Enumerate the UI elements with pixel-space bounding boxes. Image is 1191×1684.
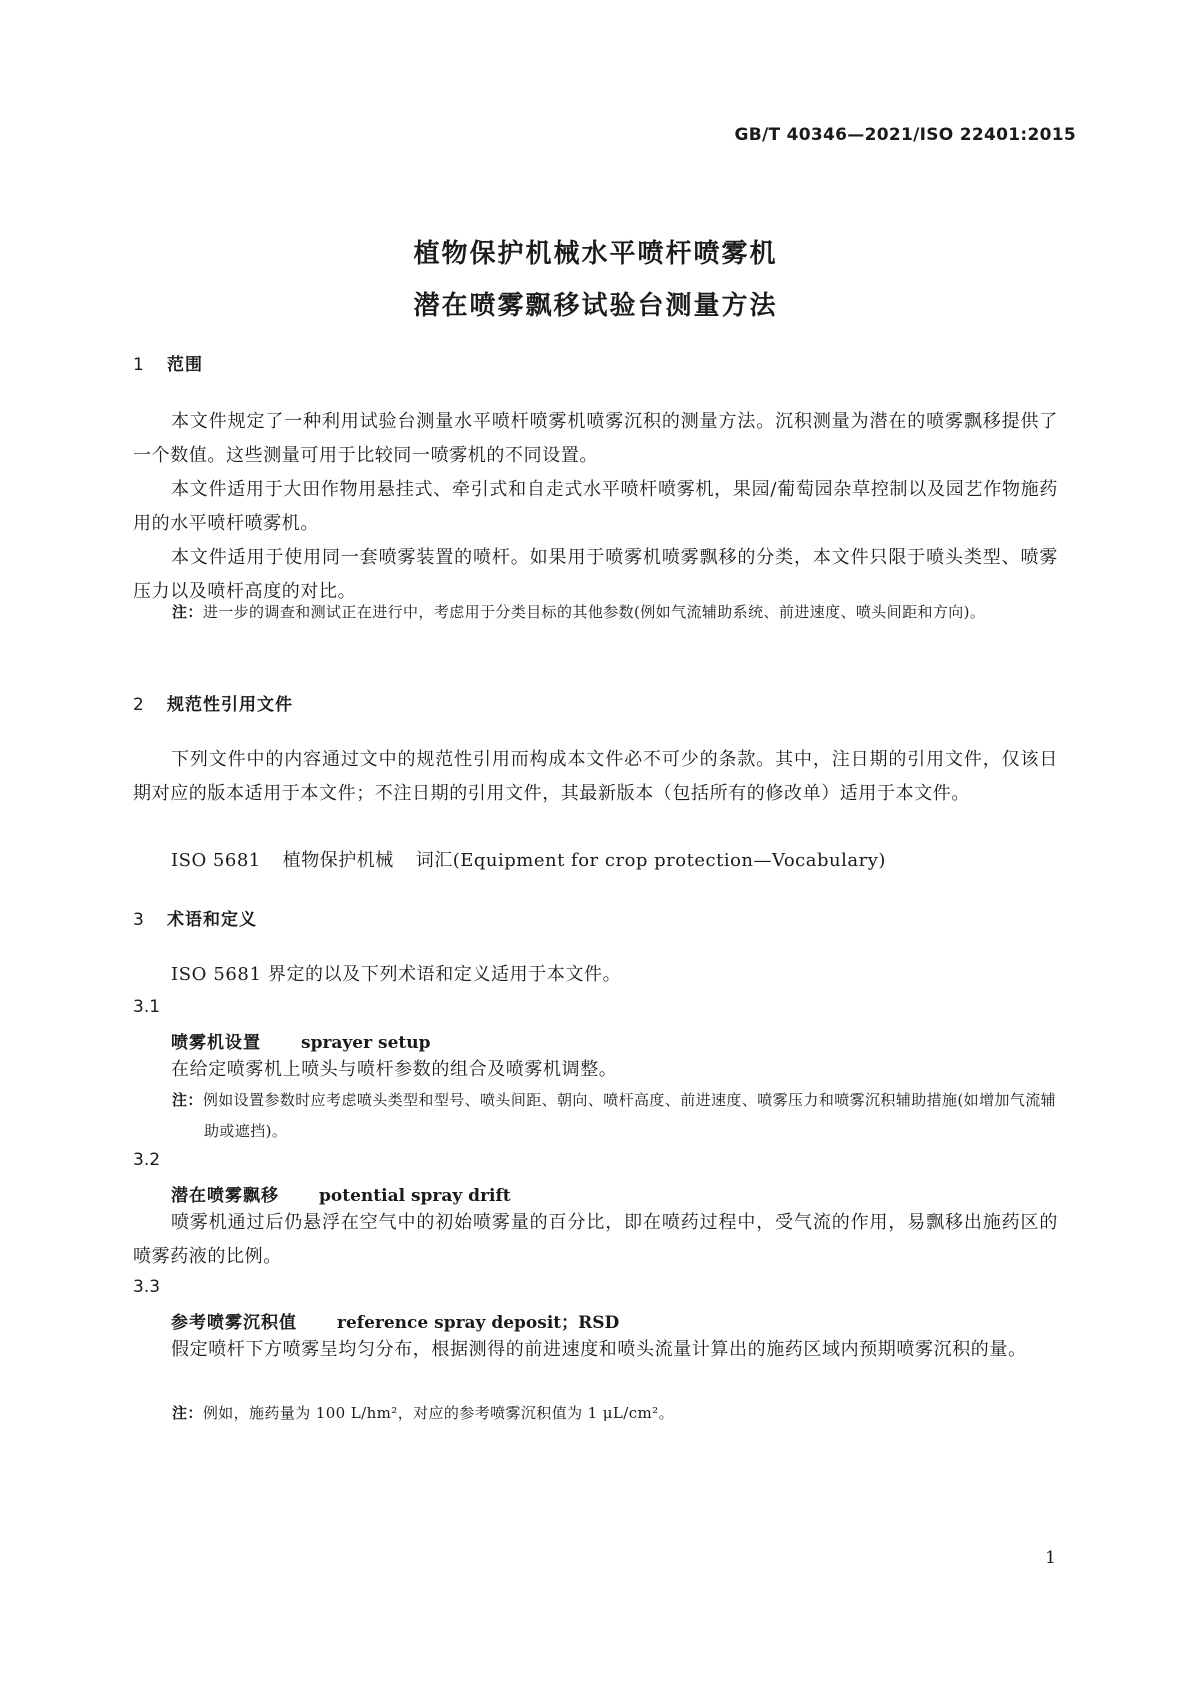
term-zh: 潜在喷雾飘移 (171, 1186, 279, 1206)
standard-code: GB/T 40346—2021/ISO 22401:2015 (734, 125, 1076, 145)
term-definition: 在给定喷雾机上喷头与喷杆参数的组合及喷雾机调整。 (171, 1059, 618, 1080)
clause-number: 3.1 (133, 997, 161, 1017)
title-main: 植物保护机械 (413, 239, 582, 269)
reference-code: ISO 5681 (171, 850, 261, 871)
normative-references-paragraph: 下列文件中的内容通过文中的规范性引用而构成本文件必不可少的条款。其中，注日期的引用文件，仅该日期对应的版本适用于本文件；不注日期的引用文件，其最新版本（包括所有的修改单）适用于本文件。 (133, 749, 1058, 804)
terms-intro: ISO 5681 界定的以及下列术语和定义适用于本文件。 (171, 964, 622, 985)
term-entry (171, 1028, 430, 1053)
section-1-heading (133, 350, 203, 375)
term-entry (171, 1181, 511, 1206)
note-label: 注： (172, 1404, 203, 1422)
note-label: 注： (172, 1091, 203, 1109)
note-text: 进一步的调查和测试正在进行中，考虑用于分类目标的其他参数(例如气流辅助系统、前进速度、喷头间距和方向)。 (202, 603, 986, 621)
section-title: 范围 (167, 355, 203, 375)
section-number: 2 (133, 695, 145, 715)
term-en: sprayer setup (301, 1033, 431, 1053)
clause-number: 3.2 (133, 1150, 161, 1170)
section-title: 规范性引用文件 (167, 695, 293, 715)
title-line-1 (0, 228, 1191, 280)
document-title (0, 228, 1191, 332)
term-note (172, 1398, 1058, 1429)
note-label: 注： (172, 603, 203, 621)
scope-paragraph-1: 本文件规定了一种利用试验台测量水平喷杆喷雾机喷雾沉积的测量方法。沉积测量为潜在的喷雾飘移提供了一个数值。这些测量可用于比较同一喷雾机的不同设置。 (133, 411, 1058, 466)
term-zh: 参考喷雾沉积值 (171, 1313, 297, 1333)
scope-paragraph-2: 本文件适用于大田作物用悬挂式、牵引式和自走式水平喷杆喷雾机，果园/葡萄园杂草控制以及园艺作物施药用的水平喷杆喷雾机。 (133, 479, 1058, 534)
term-en: reference spray deposit；RSD (337, 1313, 620, 1333)
section-number: 1 (133, 355, 145, 375)
term-definition: 假定喷杆下方喷雾呈均匀分布，根据测得的前进速度和喷头流量计算出的施药区域内预期喷雾沉积的量。 (171, 1339, 1027, 1360)
note-text: 例如，施药量为 100 L/hm²，对应的参考喷雾沉积值为 1 μL/cm²。 (202, 1404, 674, 1422)
term-entry (171, 1308, 619, 1333)
page-number: 1 (1045, 1548, 1056, 1568)
note-text: 例如设置参数时应考虑喷头类型和型号、喷头间距、朝向、喷杆高度、前进速度、喷雾压力和喷雾沉积辅助措施(如增加气流辅助或遮挡)。 (202, 1091, 1057, 1140)
title-line-2: 潜在喷雾飘移试验台测量方法 (413, 291, 778, 321)
scope-paragraph-3: 本文件适用于使用同一套喷雾装置的喷杆。如果用于喷雾机喷雾飘移的分类，本文件只限于喷头类型、喷雾压力以及喷杆高度的对比。 (133, 547, 1058, 602)
section-2-heading (133, 690, 293, 715)
term-note (172, 1085, 1058, 1147)
scope-note (172, 597, 1058, 628)
section-3-heading (133, 905, 257, 930)
reference-title-rest: 词汇(Equipment for crop protection—Vocabulary) (415, 850, 886, 871)
section-number: 3 (133, 910, 145, 930)
title-sub: 水平喷杆喷雾机 (581, 239, 778, 269)
reference-iso-5681 (171, 846, 886, 872)
term-definition: 喷雾机通过后仍悬浮在空气中的初始喷雾量的百分比，即在喷药过程中，受气流的作用，易飘移出施药区的喷雾药液的比例。 (133, 1212, 1058, 1267)
term-zh: 喷雾机设置 (171, 1033, 261, 1053)
term-en: potential spray drift (319, 1186, 511, 1206)
clause-number: 3.3 (133, 1277, 161, 1297)
section-title: 术语和定义 (167, 910, 257, 930)
reference-title-zh: 植物保护机械 (282, 850, 394, 871)
